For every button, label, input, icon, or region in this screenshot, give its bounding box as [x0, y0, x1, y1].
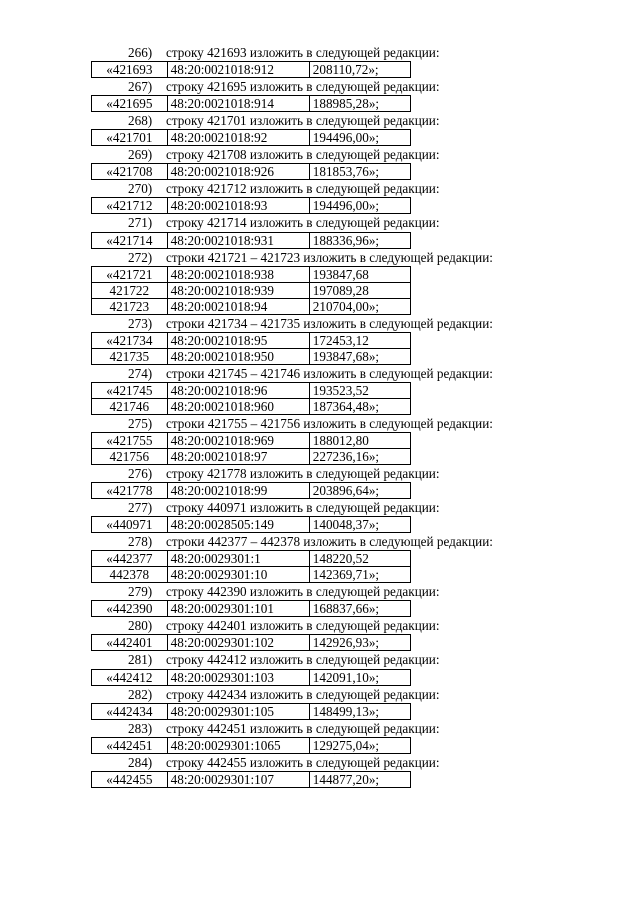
paragraph-text: строку 421714 изложить в следующей редакции: [166, 215, 440, 231]
row-number-cell: «421712 [92, 198, 168, 214]
table-row [92, 96, 411, 112]
cadastral-value-cell: 181853,76»; [309, 164, 410, 180]
paragraph-text: строку 442455 изложить в следующей редакции: [166, 754, 440, 770]
cadastral-number-cell: 48:20:0021018:95 [167, 332, 309, 348]
amendment-table [91, 61, 411, 78]
paragraph-text: строку 442434 изложить в следующей редакции: [166, 686, 440, 702]
paragraph-text: строку 421701 изложить в следующей редакции: [166, 113, 440, 129]
paragraph-number: 281) [128, 652, 153, 668]
amendment-paragraph [0, 533, 640, 550]
paragraph-number: 271) [128, 215, 153, 231]
paragraph-text: строку 421695 изложить в следующей редакции: [166, 79, 440, 95]
cadastral-number-cell: 48:20:0021018:931 [167, 232, 309, 248]
amendment-paragraph [0, 686, 640, 703]
table-row [92, 382, 411, 398]
amendment-paragraph [0, 44, 640, 61]
paragraph-text: строку 442401 изложить в следующей редакции: [166, 618, 440, 634]
paragraph-number: 276) [128, 465, 153, 481]
amendment-paragraph [0, 315, 640, 332]
amendment-paragraph [0, 583, 640, 600]
cadastral-value-cell: 142091,10»; [309, 669, 410, 685]
row-number-cell: «421708 [92, 164, 168, 180]
cadastral-value-cell: 210704,00»; [309, 298, 410, 314]
paragraph-text: строки 442377 – 442378 изложить в следующей редакции: [166, 534, 493, 550]
row-number-cell: «421721 [92, 266, 168, 282]
paragraph-number: 282) [128, 686, 153, 702]
amendment-table [91, 197, 411, 214]
paragraph-number: 280) [128, 618, 153, 634]
row-number-cell: «442401 [92, 635, 168, 651]
paragraph-text: строки 421734 – 421735 изложить в следующей редакции: [166, 315, 493, 331]
amendment-paragraph [0, 78, 640, 95]
amendment-table [91, 163, 411, 180]
paragraph-text: строку 442412 изложить в следующей редакции: [166, 652, 440, 668]
cadastral-value-cell: 193523,52 [309, 382, 410, 398]
row-number-cell: «421778 [92, 483, 168, 499]
paragraph-number: 279) [128, 584, 153, 600]
table-row [92, 282, 411, 298]
paragraph-text: строку 442390 изложить в следующей редакции: [166, 584, 440, 600]
amendment-paragraph [0, 754, 640, 771]
amendment-paragraph [0, 415, 640, 432]
paragraph-number: 284) [128, 754, 153, 770]
table-row [92, 601, 411, 617]
cadastral-value-cell: 208110,72»; [309, 62, 410, 78]
cadastral-number-cell: 48:20:0021018:912 [167, 62, 309, 78]
cadastral-value-cell: 148220,52 [309, 551, 410, 567]
amendment-paragraph [0, 180, 640, 197]
cadastral-number-cell: 48:20:0021018:926 [167, 164, 309, 180]
table-row [92, 164, 411, 180]
table-row [92, 266, 411, 282]
cadastral-number-cell: 48:20:0028505:149 [167, 517, 309, 533]
amendment-table [91, 95, 411, 112]
table-row [92, 517, 411, 533]
amendment-paragraph [0, 617, 640, 634]
row-number-cell: 442378 [92, 567, 168, 583]
paragraph-text: строку 421712 изложить в следующей редакции: [166, 181, 440, 197]
paragraph-number: 278) [128, 534, 153, 550]
row-number-cell: 421723 [92, 298, 168, 314]
paragraph-number: 272) [128, 249, 153, 265]
cadastral-value-cell: 148499,13»; [309, 703, 410, 719]
row-number-cell: «442451 [92, 737, 168, 753]
amendment-paragraph [0, 214, 640, 231]
cadastral-value-cell: 172453,12 [309, 332, 410, 348]
table-row [92, 130, 411, 146]
amendment-table [91, 669, 411, 686]
cadastral-value-cell: 227236,16»; [309, 448, 410, 464]
cadastral-value-cell: 193847,68»; [309, 348, 410, 364]
row-number-cell: «442455 [92, 771, 168, 787]
cadastral-number-cell: 48:20:0029301:10 [167, 567, 309, 583]
row-number-cell: «442377 [92, 551, 168, 567]
document-page [0, 44, 640, 788]
table-row [92, 771, 411, 787]
cadastral-number-cell: 48:20:0021018:938 [167, 266, 309, 282]
cadastral-number-cell: 48:20:0029301:1065 [167, 737, 309, 753]
cadastral-number-cell: 48:20:0029301:105 [167, 703, 309, 719]
paragraph-number: 266) [128, 45, 153, 60]
cadastral-value-cell: 187364,48»; [309, 398, 410, 414]
table-row [92, 703, 411, 719]
row-number-cell: 421746 [92, 398, 168, 414]
table-row [92, 198, 411, 214]
cadastral-value-cell: 140048,37»; [309, 517, 410, 533]
paragraph-text: строку 440971 изложить в следующей редакции: [166, 500, 440, 516]
table-row [92, 348, 411, 364]
row-number-cell: «421755 [92, 432, 168, 448]
amendment-table [91, 737, 411, 754]
paragraph-number: 273) [128, 315, 153, 331]
paragraph-number: 277) [128, 500, 153, 516]
table-row [92, 635, 411, 651]
paragraph-number: 274) [128, 365, 153, 381]
paragraph-number: 268) [128, 113, 153, 129]
row-number-cell: «421745 [92, 382, 168, 398]
table-row [92, 398, 411, 414]
paragraph-number: 270) [128, 181, 153, 197]
row-number-cell: «442412 [92, 669, 168, 685]
paragraph-number: 267) [128, 79, 153, 95]
cadastral-value-cell: 188336,96»; [309, 232, 410, 248]
table-row [92, 483, 411, 499]
amendment-table [91, 232, 411, 249]
cadastral-number-cell: 48:20:0029301:101 [167, 601, 309, 617]
paragraph-number: 269) [128, 147, 153, 163]
paragraph-text: строку 421693 изложить в следующей редакции: [166, 45, 440, 60]
cadastral-value-cell: 168837,66»; [309, 601, 410, 617]
cadastral-number-cell: 48:20:0021018:969 [167, 432, 309, 448]
amendment-table [91, 771, 411, 788]
cadastral-number-cell: 48:20:0029301:102 [167, 635, 309, 651]
cadastral-number-cell: 48:20:0021018:914 [167, 96, 309, 112]
paragraph-text: строку 442451 изложить в следующей редакции: [166, 720, 440, 736]
amendment-table [91, 129, 411, 146]
paragraph-text: строку 421708 изложить в следующей редакции: [166, 147, 440, 163]
row-number-cell: «421693 [92, 62, 168, 78]
table-row [92, 232, 411, 248]
paragraph-text: строки 421745 – 421746 изложить в следующей редакции: [166, 365, 493, 381]
row-number-cell: 421722 [92, 282, 168, 298]
cadastral-number-cell: 48:20:0021018:92 [167, 130, 309, 146]
amendment-table [91, 703, 411, 720]
paragraph-text: строки 421721 – 421723 изложить в следующей редакции: [166, 249, 493, 265]
amendment-paragraph [0, 112, 640, 129]
cadastral-value-cell: 188985,28»; [309, 96, 410, 112]
cadastral-number-cell: 48:20:0029301:103 [167, 669, 309, 685]
cadastral-value-cell: 203896,64»; [309, 483, 410, 499]
cadastral-value-cell: 194496,00»; [309, 198, 410, 214]
table-row [92, 737, 411, 753]
cadastral-number-cell: 48:20:0029301:107 [167, 771, 309, 787]
table-row [92, 448, 411, 464]
table-row [92, 567, 411, 583]
paragraph-text: строки 421755 – 421756 изложить в следующей редакции: [166, 415, 493, 431]
cadastral-value-cell: 142926,93»; [309, 635, 410, 651]
row-number-cell: 421735 [92, 348, 168, 364]
row-number-cell: «442434 [92, 703, 168, 719]
paragraph-number: 283) [128, 720, 153, 736]
cadastral-number-cell: 48:20:0021018:97 [167, 448, 309, 464]
amendment-table [91, 516, 411, 533]
cadastral-number-cell: 48:20:0021018:960 [167, 398, 309, 414]
cadastral-value-cell: 197089,28 [309, 282, 410, 298]
table-row [92, 62, 411, 78]
amendment-table [91, 482, 411, 499]
row-number-cell: 421756 [92, 448, 168, 464]
row-number-cell: «421734 [92, 332, 168, 348]
amendment-paragraph [0, 249, 640, 266]
cadastral-number-cell: 48:20:0021018:99 [167, 483, 309, 499]
amendment-table [91, 266, 411, 315]
amendment-table [91, 600, 411, 617]
cadastral-number-cell: 48:20:0021018:939 [167, 282, 309, 298]
cadastral-value-cell: 129275,04»; [309, 737, 410, 753]
paragraph-number: 275) [128, 415, 153, 431]
amendment-table [91, 550, 411, 583]
cadastral-number-cell: 48:20:0021018:94 [167, 298, 309, 314]
cadastral-number-cell: 48:20:0021018:96 [167, 382, 309, 398]
amendment-paragraph [0, 720, 640, 737]
row-number-cell: «440971 [92, 517, 168, 533]
cadastral-value-cell: 194496,00»; [309, 130, 410, 146]
table-row [92, 332, 411, 348]
table-row [92, 298, 411, 314]
amendment-table [91, 382, 411, 415]
amendment-paragraph [0, 651, 640, 668]
amendment-table [91, 634, 411, 651]
table-row [92, 551, 411, 567]
cadastral-value-cell: 142369,71»; [309, 567, 410, 583]
cadastral-number-cell: 48:20:0021018:950 [167, 348, 309, 364]
table-row [92, 432, 411, 448]
table-row [92, 669, 411, 685]
amendment-paragraph [0, 365, 640, 382]
amendment-table [91, 332, 411, 365]
amendment-paragraph [0, 465, 640, 482]
cadastral-value-cell: 188012,80 [309, 432, 410, 448]
row-number-cell: «421695 [92, 96, 168, 112]
row-number-cell: «421701 [92, 130, 168, 146]
cadastral-value-cell: 144877,20»; [309, 771, 410, 787]
paragraph-text: строку 421778 изложить в следующей редакции: [166, 465, 440, 481]
cadastral-number-cell: 48:20:0021018:93 [167, 198, 309, 214]
amendment-paragraph [0, 499, 640, 516]
amendment-table [91, 432, 411, 465]
row-number-cell: «442390 [92, 601, 168, 617]
row-number-cell: «421714 [92, 232, 168, 248]
cadastral-number-cell: 48:20:0029301:1 [167, 551, 309, 567]
amendment-paragraph [0, 146, 640, 163]
cadastral-value-cell: 193847,68 [309, 266, 410, 282]
